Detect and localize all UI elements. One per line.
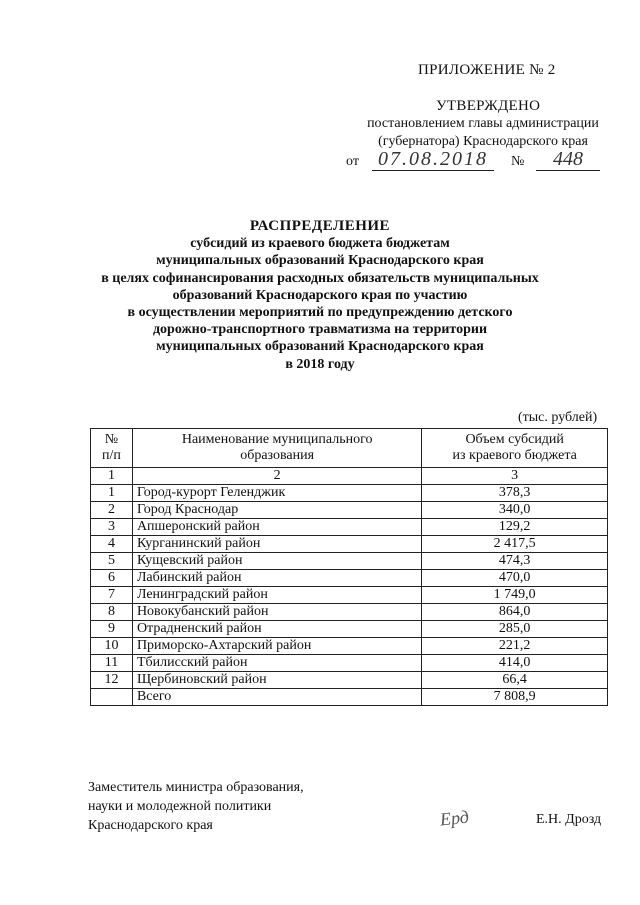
- table-row: [91, 553, 608, 570]
- units-label: (тыс. рублей): [518, 410, 598, 425]
- municipality-name: Город-курорт Геленджик: [132, 485, 421, 502]
- subsidy-value: 1 749,0: [422, 587, 608, 604]
- decree-date: 07.08.2018: [372, 148, 494, 171]
- from-label: от: [346, 154, 359, 169]
- column-index-row: [91, 468, 608, 485]
- row-number: 6: [91, 570, 133, 587]
- subsidy-table: [90, 428, 608, 706]
- row-number: 10: [91, 638, 133, 655]
- total-label: Всего: [132, 689, 421, 706]
- table-row: [91, 502, 608, 519]
- title-line: муниципальных образований Краснодарского края: [156, 339, 484, 355]
- title-line: дорожно-транспортного травматизма на территории: [152, 322, 488, 338]
- table-row: [91, 570, 608, 587]
- municipality-name: Новокубанский район: [132, 604, 421, 621]
- row-number: 3: [91, 519, 133, 536]
- approved-line-1: постановлением главы администрации: [367, 116, 599, 131]
- total-value: 7 808,9: [422, 689, 608, 706]
- title-line: образований Краснодарского края по участию: [172, 287, 468, 303]
- title-heading: РАСПРЕДЕЛЕНИЕ: [249, 218, 391, 234]
- municipality-name: Кущевский район: [132, 553, 421, 570]
- municipality-name: Город Краснодар: [132, 502, 421, 519]
- header-municipality: Наименование муниципального образования: [132, 429, 421, 468]
- subsidy-value: 470,0: [422, 570, 608, 587]
- row-number: 12: [91, 672, 133, 689]
- row-number: 11: [91, 655, 133, 672]
- subsidy-value: 285,0: [422, 621, 608, 638]
- row-number: 7: [91, 587, 133, 604]
- table-cell: 3: [422, 468, 608, 485]
- approved-label: УТВЕРЖДЕНО: [436, 98, 541, 114]
- table-row: [91, 621, 608, 638]
- row-number: 1: [91, 485, 133, 502]
- municipality-name: Лабинский район: [132, 570, 421, 587]
- table-row: [91, 519, 608, 536]
- title-line: в 2018 году: [285, 356, 355, 372]
- title-line: в целях софинансирования расходных обязательств муниципальных: [101, 270, 539, 286]
- table-header-row: [91, 429, 608, 468]
- subsidy-value: 129,2: [422, 519, 608, 536]
- table-row: [91, 587, 608, 604]
- subsidy-value: 414,0: [422, 655, 608, 672]
- municipality-name: Щербиновский район: [132, 672, 421, 689]
- decree-reference: [346, 148, 606, 174]
- header-subsidy-amount: Объем субсидий из краевого бюджета: [422, 429, 608, 468]
- table-cell: 2: [132, 468, 421, 485]
- document-title: [90, 218, 550, 373]
- row-number: 8: [91, 604, 133, 621]
- handwritten-signature: Ерд: [438, 806, 470, 830]
- number-label: №: [511, 154, 525, 169]
- table-cell: 1: [91, 468, 133, 485]
- row-number: 4: [91, 536, 133, 553]
- row-number: 5: [91, 553, 133, 570]
- title-line: муниципальных образований Краснодарского края: [156, 253, 484, 269]
- appendix-label: ПРИЛОЖЕНИЕ № 2: [418, 62, 556, 78]
- signatory-title-line-3: Краснодарского края: [88, 818, 213, 833]
- table-cell: [91, 689, 133, 706]
- subsidy-value: 2 417,5: [422, 536, 608, 553]
- signatory-name: Е.Н. Дрозд: [536, 812, 602, 827]
- table-row: [91, 672, 608, 689]
- subsidy-value: 864,0: [422, 604, 608, 621]
- row-number: 2: [91, 502, 133, 519]
- table-row: [91, 536, 608, 553]
- title-line: субсидий из краевого бюджета бюджетам: [190, 236, 450, 252]
- signatory-title-line-2: науки и молодежной политики: [88, 799, 272, 814]
- title-line: в осуществлении мероприятий по предупреждению детского: [127, 305, 513, 321]
- header-number: № п/п: [91, 429, 133, 468]
- subsidy-value: 474,3: [422, 553, 608, 570]
- municipality-name: Тбилисский район: [132, 655, 421, 672]
- municipality-name: Приморско-Ахтарский район: [132, 638, 421, 655]
- table-row: [91, 655, 608, 672]
- row-number: 9: [91, 621, 133, 638]
- subsidy-value: 66,4: [422, 672, 608, 689]
- municipality-name: Отрадненский район: [132, 621, 421, 638]
- subsidy-value: 221,2: [422, 638, 608, 655]
- approved-line-2: (губернатора) Краснодарского края: [378, 134, 588, 149]
- municipality-name: Курганинский район: [132, 536, 421, 553]
- municipality-name: Ленинградский район: [132, 587, 421, 604]
- table-row: [91, 485, 608, 502]
- table-row: [91, 604, 608, 621]
- municipality-name: Апшеронский район: [132, 519, 421, 536]
- decree-number: 448: [536, 148, 600, 171]
- subsidy-value: 378,3: [422, 485, 608, 502]
- total-row: [91, 689, 608, 706]
- table-row: [91, 638, 608, 655]
- signatory-title-line-1: Заместитель министра образования,: [88, 780, 304, 795]
- subsidy-value: 340,0: [422, 502, 608, 519]
